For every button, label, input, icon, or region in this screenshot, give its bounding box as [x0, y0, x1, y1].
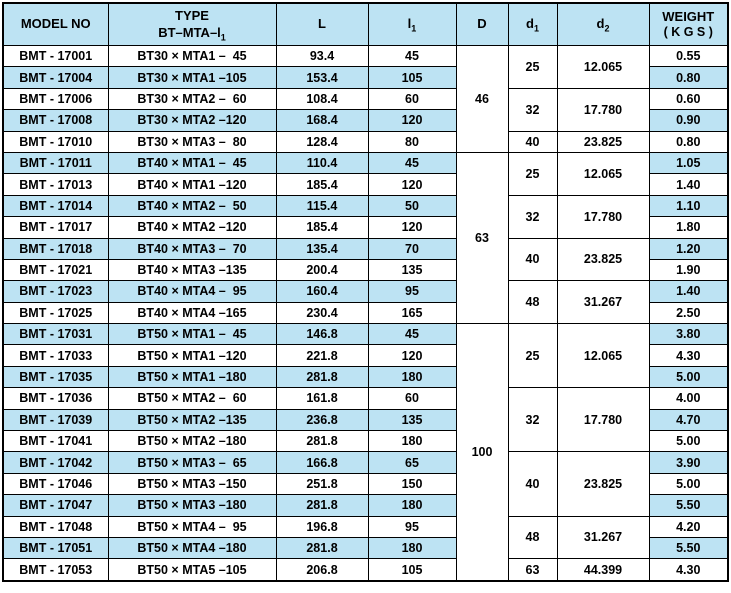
length-l1-cell: 180	[368, 431, 456, 452]
type-cell: BT50 × MTA1 –120	[108, 345, 276, 366]
weight-header-line2: ( K G S )	[663, 24, 713, 39]
diameter-d2-cell: 17.780	[557, 195, 649, 238]
type-cell: BT40 × MTA4 – 95	[108, 281, 276, 302]
spec-table	[2, 2, 729, 582]
weight-cell: 4.70	[649, 409, 728, 430]
type-cell: BT40 × MTA1 –120	[108, 174, 276, 195]
col-header-weight	[649, 3, 728, 46]
length-l1-cell: 135	[368, 259, 456, 280]
type-cell: BT50 × MTA1 –180	[108, 366, 276, 387]
length-L-cell: 251.8	[276, 473, 368, 494]
type-cell: BT30 × MTA3 – 80	[108, 131, 276, 152]
model-no-cell: BMT - 17013	[3, 174, 108, 195]
model-no-cell: BMT - 17036	[3, 388, 108, 409]
table-row	[3, 324, 728, 345]
length-L-cell: 166.8	[276, 452, 368, 473]
type-cell: BT30 × MTA1 – 45	[108, 46, 276, 67]
diameter-d1-cell: 48	[508, 516, 557, 559]
type-cell: BT50 × MTA1 – 45	[108, 324, 276, 345]
length-L-cell: 185.4	[276, 217, 368, 238]
length-L-cell: 281.8	[276, 537, 368, 558]
weight-cell: 1.90	[649, 259, 728, 280]
col-header-l1: $l_1$	[368, 3, 456, 46]
weight-cell: 0.80	[649, 131, 728, 152]
table-row	[3, 516, 728, 537]
type-header-line2: $BT-MTA-l_1$	[158, 24, 226, 43]
col-header-D: D	[456, 3, 508, 46]
length-L-cell: 160.4	[276, 281, 368, 302]
model-no-cell: BMT - 17031	[3, 324, 108, 345]
type-cell: BT40 × MTA1 – 45	[108, 152, 276, 173]
weight-cell: 1.40	[649, 281, 728, 302]
model-no-cell: BMT - 17017	[3, 217, 108, 238]
table-row	[3, 195, 728, 216]
d1-header-subscript: 1	[533, 23, 539, 34]
type-cell: BT50 × MTA4 –180	[108, 537, 276, 558]
weight-cell: 4.00	[649, 388, 728, 409]
model-no-cell: BMT - 17035	[3, 366, 108, 387]
model-no-cell: BMT - 17042	[3, 452, 108, 473]
diameter-D-cell: 100	[456, 324, 508, 581]
diameter-D-cell: 63	[456, 152, 508, 323]
model-no-cell: BMT - 17025	[3, 302, 108, 323]
d2-header-subscript: 2	[604, 23, 610, 34]
type-cell: BT40 × MTA2 –120	[108, 217, 276, 238]
model-no-cell: BMT - 17039	[3, 409, 108, 430]
diameter-d2-cell: 12.065	[557, 324, 649, 388]
model-no-cell: BMT - 17006	[3, 88, 108, 109]
length-L-cell: 206.8	[276, 559, 368, 581]
type-cell: BT40 × MTA4 –165	[108, 302, 276, 323]
model-no-cell: BMT - 17018	[3, 238, 108, 259]
type-cell: BT30 × MTA1 –105	[108, 67, 276, 88]
type-cell: BT40 × MTA3 – 70	[108, 238, 276, 259]
model-no-cell: BMT - 17021	[3, 259, 108, 280]
length-L-cell: 146.8	[276, 324, 368, 345]
length-L-cell: 168.4	[276, 110, 368, 131]
diameter-d2-cell: 12.065	[557, 152, 649, 195]
weight-cell: 4.30	[649, 345, 728, 366]
length-L-cell: 221.8	[276, 345, 368, 366]
length-L-cell: 281.8	[276, 366, 368, 387]
diameter-d2-cell: 44.399	[557, 559, 649, 581]
weight-cell: 1.20	[649, 238, 728, 259]
length-l1-cell: 50	[368, 195, 456, 216]
type-cell: BT50 × MTA3 –180	[108, 495, 276, 516]
type-cell: BT30 × MTA2 – 60	[108, 88, 276, 109]
length-l1-cell: 95	[368, 516, 456, 537]
model-no-cell: BMT - 17023	[3, 281, 108, 302]
diameter-d1-cell: 25	[508, 324, 557, 388]
weight-cell: 5.00	[649, 473, 728, 494]
model-no-cell: BMT - 17011	[3, 152, 108, 173]
col-header-type	[108, 3, 276, 46]
diameter-d1-cell: 40	[508, 238, 557, 281]
weight-cell: 4.30	[649, 559, 728, 581]
diameter-d2-cell: 23.825	[557, 452, 649, 516]
weight-cell: 0.55	[649, 46, 728, 67]
length-L-cell: 115.4	[276, 195, 368, 216]
weight-cell: 2.50	[649, 302, 728, 323]
model-no-cell: BMT - 17010	[3, 131, 108, 152]
table-row	[3, 131, 728, 152]
diameter-d1-cell: 40	[508, 452, 557, 516]
weight-cell: 5.00	[649, 431, 728, 452]
type-cell: BT40 × MTA2 – 50	[108, 195, 276, 216]
length-l1-cell: 180	[368, 366, 456, 387]
col-header-L: L	[276, 3, 368, 46]
diameter-d1-cell: 63	[508, 559, 557, 581]
length-l1-cell: 45	[368, 46, 456, 67]
length-l1-cell: 120	[368, 217, 456, 238]
type-cell: BT50 × MTA5 –105	[108, 559, 276, 581]
length-L-cell: 281.8	[276, 495, 368, 516]
table-row	[3, 388, 728, 409]
diameter-d2-cell: 12.065	[557, 46, 649, 89]
type-header-line1: TYPE	[175, 8, 209, 24]
length-l1-cell: 150	[368, 473, 456, 494]
length-l1-cell: 70	[368, 238, 456, 259]
model-no-cell: BMT - 17046	[3, 473, 108, 494]
length-L-cell: 200.4	[276, 259, 368, 280]
diameter-d1-cell: 40	[508, 131, 557, 152]
model-no-cell: BMT - 17048	[3, 516, 108, 537]
diameter-d1-cell: 32	[508, 88, 557, 131]
length-L-cell: 108.4	[276, 88, 368, 109]
diameter-d1-cell: 25	[508, 152, 557, 195]
diameter-D-cell: 46	[456, 46, 508, 153]
length-L-cell: 135.4	[276, 238, 368, 259]
weight-cell: 1.80	[649, 217, 728, 238]
diameter-d2-cell: 23.825	[557, 238, 649, 281]
weight-cell: 1.05	[649, 152, 728, 173]
diameter-d1-cell: 32	[508, 195, 557, 238]
length-L-cell: 161.8	[276, 388, 368, 409]
weight-cell: 5.50	[649, 495, 728, 516]
table-row	[3, 88, 728, 109]
weight-cell: 5.50	[649, 537, 728, 558]
type-cell: BT40 × MTA3 –135	[108, 259, 276, 280]
table-row	[3, 281, 728, 302]
weight-cell: 4.20	[649, 516, 728, 537]
model-no-cell: BMT - 17001	[3, 46, 108, 67]
table-row	[3, 452, 728, 473]
length-L-cell: 128.4	[276, 131, 368, 152]
model-no-cell: BMT - 17008	[3, 110, 108, 131]
length-l1-cell: 120	[368, 174, 456, 195]
header-row	[3, 3, 728, 46]
type-cell: BT50 × MTA2 –180	[108, 431, 276, 452]
col-header-d1: $d_1$	[508, 3, 557, 46]
table-row	[3, 152, 728, 173]
table-row	[3, 559, 728, 581]
type-cell: BT50 × MTA2 – 60	[108, 388, 276, 409]
weight-cell: 1.10	[649, 195, 728, 216]
col-header-d2: $d_2$	[557, 3, 649, 46]
diameter-d2-cell: 17.780	[557, 388, 649, 452]
length-l1-cell: 165	[368, 302, 456, 323]
length-l1-cell: 105	[368, 67, 456, 88]
length-L-cell: 185.4	[276, 174, 368, 195]
length-L-cell: 196.8	[276, 516, 368, 537]
weight-cell: 1.40	[649, 174, 728, 195]
table-row	[3, 238, 728, 259]
length-l1-cell: 45	[368, 152, 456, 173]
length-L-cell: 93.4	[276, 46, 368, 67]
model-no-cell: BMT - 17014	[3, 195, 108, 216]
length-l1-cell: 120	[368, 345, 456, 366]
length-L-cell: 110.4	[276, 152, 368, 173]
length-l1-cell: 80	[368, 131, 456, 152]
type-cell: BT30 × MTA2 –120	[108, 110, 276, 131]
weight-cell: 0.80	[649, 67, 728, 88]
weight-cell: 0.90	[649, 110, 728, 131]
diameter-d1-cell: 48	[508, 281, 557, 324]
length-l1-cell: 60	[368, 388, 456, 409]
length-l1-cell: 45	[368, 324, 456, 345]
diameter-d2-cell: 31.267	[557, 516, 649, 559]
length-L-cell: 236.8	[276, 409, 368, 430]
weight-cell: 3.80	[649, 324, 728, 345]
type-cell: BT50 × MTA2 –135	[108, 409, 276, 430]
length-L-cell: 281.8	[276, 431, 368, 452]
col-header-model-no: MODEL NO	[3, 3, 108, 46]
length-l1-cell: 180	[368, 495, 456, 516]
length-l1-cell: 180	[368, 537, 456, 558]
model-no-cell: BMT - 17041	[3, 431, 108, 452]
length-l1-cell: 120	[368, 110, 456, 131]
weight-cell: 3.90	[649, 452, 728, 473]
diameter-d2-cell: 23.825	[557, 131, 649, 152]
weight-header-line1: WEIGHT	[662, 8, 715, 24]
type-cell: BT50 × MTA4 – 95	[108, 516, 276, 537]
diameter-d2-cell: 17.780	[557, 88, 649, 131]
length-l1-cell: 60	[368, 88, 456, 109]
weight-cell: 0.60	[649, 88, 728, 109]
l1-header-subscript: 1	[411, 23, 417, 34]
length-l1-cell: 65	[368, 452, 456, 473]
type-cell: BT50 × MTA3 – 65	[108, 452, 276, 473]
model-no-cell: BMT - 17051	[3, 537, 108, 558]
model-no-cell: BMT - 17004	[3, 67, 108, 88]
table-row	[3, 46, 728, 67]
type-header-subscript: 1	[220, 32, 226, 43]
diameter-d2-cell: 31.267	[557, 281, 649, 324]
weight-cell: 5.00	[649, 366, 728, 387]
model-no-cell: BMT - 17033	[3, 345, 108, 366]
diameter-d1-cell: 32	[508, 388, 557, 452]
length-l1-cell: 135	[368, 409, 456, 430]
model-no-cell: BMT - 17053	[3, 559, 108, 581]
length-l1-cell: 105	[368, 559, 456, 581]
diameter-d1-cell: 25	[508, 46, 557, 89]
length-L-cell: 230.4	[276, 302, 368, 323]
table-body	[3, 46, 728, 581]
length-L-cell: 153.4	[276, 67, 368, 88]
model-no-cell: BMT - 17047	[3, 495, 108, 516]
type-cell: BT50 × MTA3 –150	[108, 473, 276, 494]
length-l1-cell: 95	[368, 281, 456, 302]
